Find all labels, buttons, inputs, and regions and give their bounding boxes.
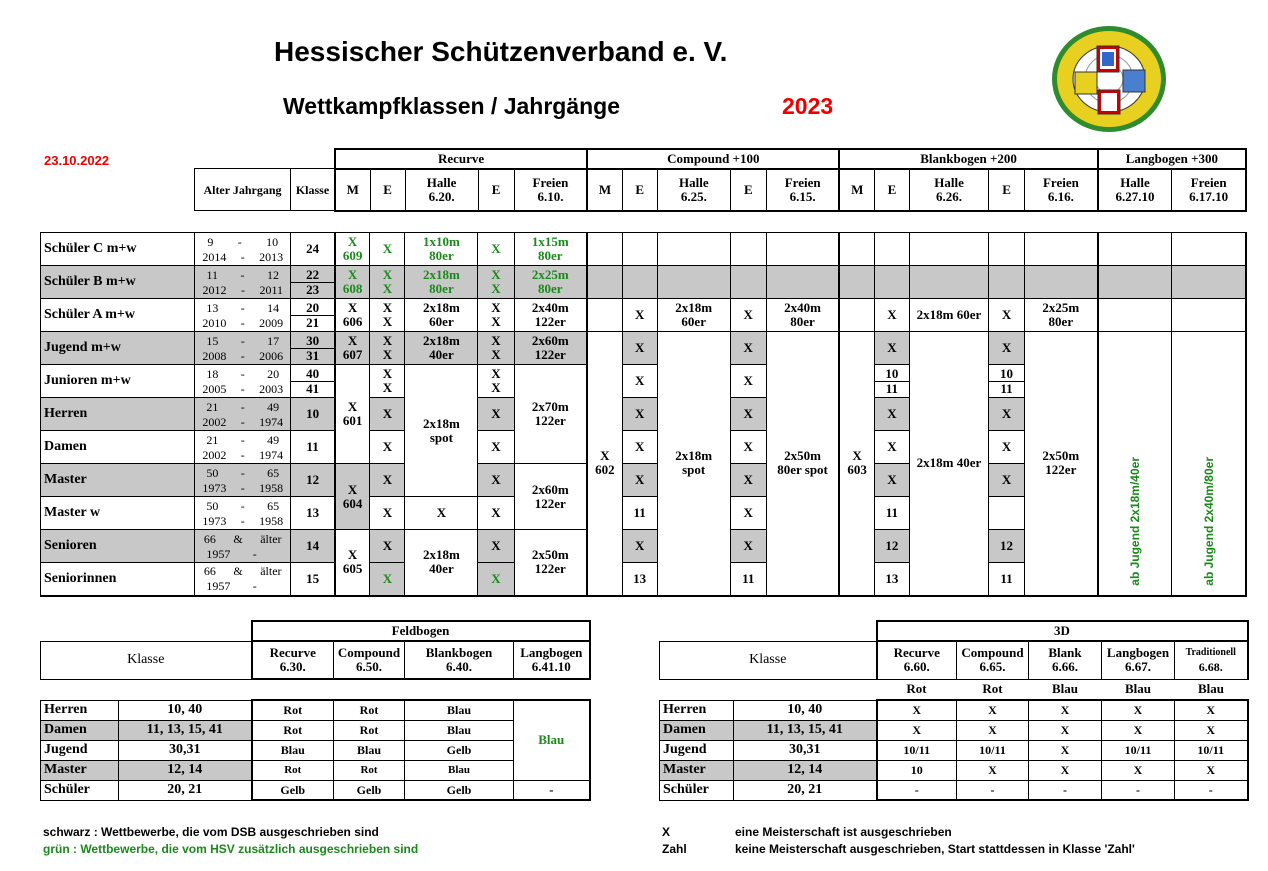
class-name: Master w bbox=[41, 497, 195, 530]
feld-color: Gelb bbox=[405, 780, 514, 800]
page-subtitle: Wettkampfklassen / Jahrgänge bbox=[283, 93, 621, 119]
recurve-e: X X bbox=[478, 299, 514, 332]
class-number: 10 bbox=[291, 398, 335, 431]
recurve-e: X bbox=[478, 530, 514, 563]
table-cell: 12 bbox=[874, 530, 909, 563]
compound-e: X bbox=[730, 299, 766, 332]
year-label: 2023 bbox=[782, 93, 834, 119]
hsv-logo-icon bbox=[1049, 24, 1169, 134]
recurve-e: X X bbox=[370, 332, 405, 365]
3d-head-recurve: Recurve 6.60. bbox=[877, 641, 957, 679]
class-name: Herren bbox=[41, 398, 195, 431]
3d-class-name: Herren bbox=[660, 700, 734, 720]
table-row bbox=[660, 760, 1248, 780]
table-row bbox=[41, 720, 590, 740]
3d-title: 3D bbox=[877, 621, 1248, 641]
3d-head-compound: Compound 6.65. bbox=[957, 641, 1029, 679]
3d-color-4: Blau bbox=[1197, 681, 1224, 697]
table-row bbox=[41, 740, 590, 760]
3d-cell: 10/11 bbox=[957, 740, 1029, 760]
recurve-halle: 2x18m 80er bbox=[405, 266, 478, 299]
group-langbogen: Langbogen +300 bbox=[1098, 149, 1246, 169]
3d-class-number: 11, 13, 15, 41 bbox=[734, 720, 877, 740]
table-cell bbox=[909, 233, 988, 266]
table-cell: X bbox=[730, 497, 766, 530]
recurve-halle: 2x18m 40er bbox=[405, 332, 478, 365]
3d-cell: X bbox=[1175, 720, 1248, 740]
table-cell bbox=[730, 266, 766, 299]
3d-cell: - bbox=[1029, 780, 1102, 800]
feld-color: Rot bbox=[252, 720, 334, 740]
table-cell bbox=[1098, 266, 1172, 299]
3d-cell: X bbox=[1029, 740, 1102, 760]
feld-class-name: Herren bbox=[41, 700, 119, 720]
3d-class-number: 30,31 bbox=[734, 740, 877, 760]
recurve-halle: 2x18m spot bbox=[405, 365, 478, 497]
lang-halle: ab Jugend 2x18m/40er bbox=[1098, 332, 1172, 596]
3d-cell: X bbox=[957, 760, 1029, 780]
class-number: 20 21 bbox=[291, 299, 335, 332]
col-freien-lang: Freien 6.17.10 bbox=[1172, 169, 1246, 211]
age-years: 13 - 14 2010 - 2009 bbox=[195, 299, 291, 332]
recurve-e: X bbox=[478, 398, 514, 431]
3d-color-2: Blau bbox=[1051, 681, 1078, 697]
blank-halle: 2x18m 60er bbox=[909, 299, 988, 332]
3d-cell: - bbox=[957, 780, 1029, 800]
lang-freien: ab Jugend 2x40m/80er bbox=[1172, 332, 1246, 596]
legend-black: schwarz : Wettbewerbe, die vom DSB ausgeschrieben sind bbox=[43, 825, 379, 839]
date-label: 23.10.2022 bbox=[44, 153, 110, 168]
3d-color-0: Rot bbox=[906, 681, 927, 697]
recurve-m: X 608 bbox=[335, 266, 370, 299]
blank-freien: 2x50m 122er bbox=[1025, 332, 1098, 596]
class-number: 15 bbox=[291, 563, 335, 596]
compound-m bbox=[587, 299, 622, 332]
recurve-e: X bbox=[370, 431, 405, 464]
table-cell: X bbox=[622, 398, 657, 431]
table-cell: 11 bbox=[874, 497, 909, 530]
table-cell: X bbox=[622, 431, 657, 464]
legend-x-text: eine Meisterschaft ist ausgeschrieben bbox=[735, 825, 952, 839]
page-title: Hessischer Schützenverband e. V. bbox=[274, 36, 728, 67]
3d-table bbox=[659, 620, 1249, 801]
blank-freien: 2x25m 80er bbox=[1025, 299, 1098, 332]
3d-head-trad: Traditionell 6.68. bbox=[1175, 641, 1248, 679]
feld-color: Gelb bbox=[405, 740, 514, 760]
table-row bbox=[41, 780, 590, 800]
table-row bbox=[41, 760, 590, 780]
class-number: 40 41 bbox=[291, 365, 335, 398]
table-cell: X bbox=[874, 398, 909, 431]
class-name: Jugend m+w bbox=[41, 332, 195, 365]
legend-zahl-key: Zahl bbox=[662, 842, 687, 856]
feld-color: Rot bbox=[334, 700, 405, 720]
recurve-e: X bbox=[478, 431, 514, 464]
table-row bbox=[660, 700, 1248, 720]
table-cell bbox=[1172, 233, 1246, 266]
feld-color: Rot bbox=[252, 760, 334, 780]
col-halle-blank: Halle 6.26. bbox=[910, 169, 989, 211]
age-years: 21 - 49 2002 - 1974 bbox=[195, 398, 291, 431]
table-cell bbox=[1098, 299, 1172, 332]
table-cell: X bbox=[730, 398, 766, 431]
class-number: 13 bbox=[291, 497, 335, 530]
table-cell: X bbox=[874, 332, 909, 365]
group-recurve: Recurve bbox=[335, 149, 587, 169]
table-cell bbox=[766, 266, 839, 299]
class-name: Schüler B m+w bbox=[41, 266, 195, 299]
table-cell bbox=[839, 233, 874, 266]
feld-head-lang: Langbogen 6.41.10 bbox=[514, 641, 590, 679]
class-number: 30 31 bbox=[291, 332, 335, 365]
recurve-e: X bbox=[370, 530, 405, 563]
compound-freien bbox=[766, 233, 839, 266]
recurve-halle: 2x18m 40er bbox=[405, 530, 478, 596]
3d-cell: 10/11 bbox=[877, 740, 957, 760]
recurve-e: X X bbox=[370, 299, 405, 332]
compound-m bbox=[587, 233, 622, 266]
class-name: Damen bbox=[41, 431, 195, 464]
recurve-e: X bbox=[370, 398, 405, 431]
table-row bbox=[660, 740, 1248, 760]
table-cell bbox=[1172, 299, 1246, 332]
recurve-m: X 601 bbox=[335, 365, 370, 464]
feld-head-compound: Compound 6.50. bbox=[334, 641, 405, 679]
blank-m: X 603 bbox=[839, 332, 874, 596]
table-cell: 11 bbox=[730, 563, 766, 596]
class-number: 14 bbox=[291, 530, 335, 563]
table-cell: X bbox=[989, 332, 1025, 365]
recurve-e: X bbox=[405, 497, 478, 530]
class-name: Schüler A m+w bbox=[41, 299, 195, 332]
group-blankbogen: Blankbogen +200 bbox=[839, 149, 1097, 169]
recurve-m: X 605 bbox=[335, 530, 370, 596]
feld-lang-color: Blau bbox=[514, 700, 590, 780]
table-cell: X bbox=[478, 497, 514, 530]
col-freien-recurve: Freien 6.10. bbox=[514, 169, 587, 211]
feld-class-number: 10, 40 bbox=[119, 700, 252, 720]
recurve-e: X X bbox=[478, 332, 514, 365]
table-row bbox=[41, 700, 590, 720]
col-freien-compound: Freien 6.15. bbox=[766, 169, 839, 211]
col-m: M bbox=[839, 169, 874, 211]
3d-cell: X bbox=[1029, 720, 1102, 740]
class-number: 22 23 bbox=[291, 266, 335, 299]
recurve-e: X bbox=[478, 563, 514, 596]
feld-klasse-header: Klasse bbox=[41, 641, 252, 679]
group-compound: Compound +100 bbox=[587, 149, 839, 169]
3d-cell: - bbox=[877, 780, 957, 800]
age-years: 50 - 65 1973 - 1958 bbox=[195, 464, 291, 497]
3d-cell: 10/11 bbox=[1175, 740, 1248, 760]
3d-color-3: Blau bbox=[1124, 681, 1151, 697]
table-cell: 10 11 bbox=[989, 365, 1025, 398]
table-cell: X bbox=[989, 464, 1025, 497]
3d-cell: 10 bbox=[877, 760, 957, 780]
table-cell bbox=[1025, 266, 1098, 299]
recurve-halle: 2x18m 60er bbox=[405, 299, 478, 332]
feld-color: Gelb bbox=[334, 780, 405, 800]
recurve-e: X bbox=[478, 464, 514, 497]
recurve-e: X X bbox=[370, 266, 405, 299]
table-cell: X bbox=[730, 530, 766, 563]
table-cell bbox=[839, 266, 874, 299]
compound-freien: 2x40m 80er bbox=[766, 299, 839, 332]
feld-color: Blau bbox=[334, 740, 405, 760]
col-halle-recurve: Halle 6.20. bbox=[405, 169, 478, 211]
feld-class-number: 30,31 bbox=[119, 740, 252, 760]
recurve-e: X bbox=[370, 233, 405, 266]
table-cell bbox=[839, 299, 874, 332]
col-halle-lang: Halle 6.27.10 bbox=[1098, 169, 1172, 211]
table-cell bbox=[874, 233, 909, 266]
3d-class-name: Schüler bbox=[660, 780, 734, 800]
main-header-groups bbox=[334, 148, 1247, 212]
age-years: 9 - 10 2014 - 2013 bbox=[195, 233, 291, 266]
col-e: E bbox=[622, 169, 657, 211]
recurve-freien: 1x15m 80er bbox=[514, 233, 587, 266]
3d-cell: 10/11 bbox=[1102, 740, 1175, 760]
3d-class-name: Damen bbox=[660, 720, 734, 740]
table-cell bbox=[622, 266, 657, 299]
3d-head-blank: Blank 6.66. bbox=[1029, 641, 1102, 679]
class-name: Seniorinnen bbox=[41, 563, 195, 596]
3d-cell: X bbox=[1175, 700, 1248, 720]
recurve-e: X X bbox=[370, 365, 405, 398]
col-alter-jahrgang: Alter Jahrgang bbox=[195, 169, 291, 211]
table-cell: X bbox=[989, 398, 1025, 431]
3d-cell: - bbox=[1175, 780, 1248, 800]
table-cell: X bbox=[730, 464, 766, 497]
table-row bbox=[41, 332, 1247, 365]
col-e: E bbox=[730, 169, 766, 211]
feld-lang-dash: - bbox=[514, 780, 590, 800]
recurve-freien: 2x70m 122er bbox=[514, 365, 587, 464]
3d-class-name: Jugend bbox=[660, 740, 734, 760]
class-name: Junioren m+w bbox=[41, 365, 195, 398]
table-cell: X bbox=[622, 332, 657, 365]
class-number: 24 bbox=[291, 233, 335, 266]
feld-color: Rot bbox=[334, 720, 405, 740]
table-cell: X bbox=[989, 299, 1025, 332]
feld-class-name: Schüler bbox=[41, 780, 119, 800]
table-cell bbox=[657, 266, 730, 299]
table-cell bbox=[989, 266, 1025, 299]
feld-head-recurve: Recurve 6.30. bbox=[252, 641, 334, 679]
main-table bbox=[40, 232, 1247, 597]
compound-e: X bbox=[622, 299, 657, 332]
feld-color: Blau bbox=[252, 740, 334, 760]
blank-halle: 2x18m 40er bbox=[909, 332, 988, 596]
class-name: Schüler C m+w bbox=[41, 233, 195, 266]
table-cell: 11 bbox=[622, 497, 657, 530]
feld-color: Blau bbox=[405, 700, 514, 720]
class-name: Master bbox=[41, 464, 195, 497]
recurve-freien: 2x60m 122er bbox=[514, 464, 587, 530]
table-cell bbox=[989, 233, 1025, 266]
age-years: 18 - 20 2005 - 2003 bbox=[195, 365, 291, 398]
3d-cell: - bbox=[1102, 780, 1175, 800]
3d-cell: X bbox=[877, 720, 957, 740]
3d-head-lang: Langbogen 6.67. bbox=[1102, 641, 1175, 679]
table-cell: X bbox=[730, 365, 766, 398]
age-years: 11 - 12 2012 - 2011 bbox=[195, 266, 291, 299]
3d-cell: X bbox=[1102, 760, 1175, 780]
table-cell: X bbox=[622, 530, 657, 563]
table-cell: X bbox=[622, 464, 657, 497]
table-cell bbox=[909, 266, 988, 299]
col-e: E bbox=[989, 169, 1025, 211]
feld-color: Gelb bbox=[252, 780, 334, 800]
table-cell: X bbox=[730, 431, 766, 464]
table-cell: X bbox=[622, 365, 657, 398]
recurve-e: X bbox=[370, 563, 405, 596]
table-cell bbox=[587, 266, 622, 299]
recurve-freien: 2x50m 122er bbox=[514, 530, 587, 596]
feld-class-name: Jugend bbox=[41, 740, 119, 760]
table-cell: 13 bbox=[874, 563, 909, 596]
age-years: 21 - 49 2002 - 1974 bbox=[195, 431, 291, 464]
col-klasse: Klasse bbox=[291, 169, 335, 211]
col-freien-blank: Freien 6.16. bbox=[1025, 169, 1098, 211]
feld-class-name: Damen bbox=[41, 720, 119, 740]
age-years: 66 & älter 1957 - bbox=[195, 530, 291, 563]
class-number: 12 bbox=[291, 464, 335, 497]
compound-freien: 2x50m 80er spot bbox=[766, 332, 839, 596]
col-m: M bbox=[587, 169, 622, 211]
3d-cell: X bbox=[1029, 760, 1102, 780]
3d-class-number: 20, 21 bbox=[734, 780, 877, 800]
feld-head-blank: Blankbogen 6.40. bbox=[405, 641, 514, 679]
table-cell: X bbox=[730, 332, 766, 365]
table-row bbox=[41, 299, 1247, 332]
age-years: 66 & älter 1957 - bbox=[195, 563, 291, 596]
table-cell bbox=[874, 266, 909, 299]
age-years: 15 - 17 2008 - 2006 bbox=[195, 332, 291, 365]
3d-cell: X bbox=[1029, 700, 1102, 720]
table-row bbox=[41, 233, 1247, 266]
table-cell bbox=[1098, 233, 1172, 266]
recurve-e: X X bbox=[478, 266, 514, 299]
3d-class-number: 10, 40 bbox=[734, 700, 877, 720]
3d-cell: X bbox=[877, 700, 957, 720]
compound-halle: 2x18m 60er bbox=[657, 299, 730, 332]
class-number: 11 bbox=[291, 431, 335, 464]
compound-e bbox=[730, 233, 766, 266]
3d-cell: X bbox=[1102, 720, 1175, 740]
legend-x-key: X bbox=[662, 825, 671, 839]
table-cell: X bbox=[874, 431, 909, 464]
feldbogen-table bbox=[40, 620, 591, 801]
recurve-m: X 607 bbox=[335, 332, 370, 365]
left-header bbox=[194, 168, 335, 211]
table-row bbox=[660, 780, 1248, 800]
table-cell: X bbox=[989, 431, 1025, 464]
compound-halle bbox=[657, 233, 730, 266]
table-cell: X bbox=[874, 464, 909, 497]
table-cell bbox=[1025, 233, 1098, 266]
3d-class-number: 12, 14 bbox=[734, 760, 877, 780]
recurve-m: X 606 bbox=[335, 299, 370, 332]
recurve-m: X 604 bbox=[335, 464, 370, 530]
age-years: 50 - 65 1973 - 1958 bbox=[195, 497, 291, 530]
compound-halle: 2x18m spot bbox=[657, 332, 730, 596]
feld-color: Rot bbox=[252, 700, 334, 720]
recurve-m: X 609 bbox=[335, 233, 370, 266]
3d-cell: X bbox=[1175, 760, 1248, 780]
feld-class-number: 12, 14 bbox=[119, 760, 252, 780]
3d-klasse-header: Klasse bbox=[660, 641, 877, 679]
col-halle-compound: Halle 6.25. bbox=[657, 169, 730, 211]
legend-green: grün : Wettbewerbe, die vom HSV zusätzlich ausgeschrieben sind bbox=[43, 842, 419, 856]
recurve-e: X bbox=[370, 497, 405, 530]
feld-color: Blau bbox=[405, 760, 514, 780]
3d-color-1: Rot bbox=[982, 681, 1003, 697]
compound-e bbox=[622, 233, 657, 266]
recurve-e: X bbox=[370, 464, 405, 497]
col-e: E bbox=[370, 169, 405, 211]
3d-cell: X bbox=[957, 720, 1029, 740]
3d-cell: X bbox=[1102, 700, 1175, 720]
3d-cell: X bbox=[957, 700, 1029, 720]
table-cell: 11 bbox=[989, 563, 1025, 596]
feld-class-name: Master bbox=[41, 760, 119, 780]
recurve-halle: 1x10m 80er bbox=[405, 233, 478, 266]
feld-class-number: 11, 13, 15, 41 bbox=[119, 720, 252, 740]
col-m: M bbox=[335, 169, 370, 211]
table-cell: X bbox=[874, 299, 909, 332]
feld-color: Blau bbox=[405, 720, 514, 740]
feldbogen-title: Feldbogen bbox=[252, 621, 590, 641]
table-cell: 12 bbox=[989, 530, 1025, 563]
recurve-freien: 2x25m 80er bbox=[514, 266, 587, 299]
feld-class-number: 20, 21 bbox=[119, 780, 252, 800]
feld-color: Rot bbox=[334, 760, 405, 780]
col-e: E bbox=[874, 169, 909, 211]
recurve-freien: 2x60m 122er bbox=[514, 332, 587, 365]
table-cell: 13 bbox=[622, 563, 657, 596]
recurve-freien: 2x40m 122er bbox=[514, 299, 587, 332]
table-row bbox=[660, 720, 1248, 740]
table-row bbox=[41, 266, 1247, 299]
class-name: Senioren bbox=[41, 530, 195, 563]
legend-zahl-text: keine Meisterschaft ausgeschrieben, Start stattdessen in Klasse 'Zahl' bbox=[735, 842, 1135, 856]
compound-m: X 602 bbox=[587, 332, 622, 596]
col-e: E bbox=[478, 169, 514, 211]
table-cell: 10 11 bbox=[874, 365, 909, 398]
recurve-e: X bbox=[478, 233, 514, 266]
3d-class-name: Master bbox=[660, 760, 734, 780]
table-cell bbox=[1172, 266, 1246, 299]
recurve-e: X X bbox=[478, 365, 514, 398]
